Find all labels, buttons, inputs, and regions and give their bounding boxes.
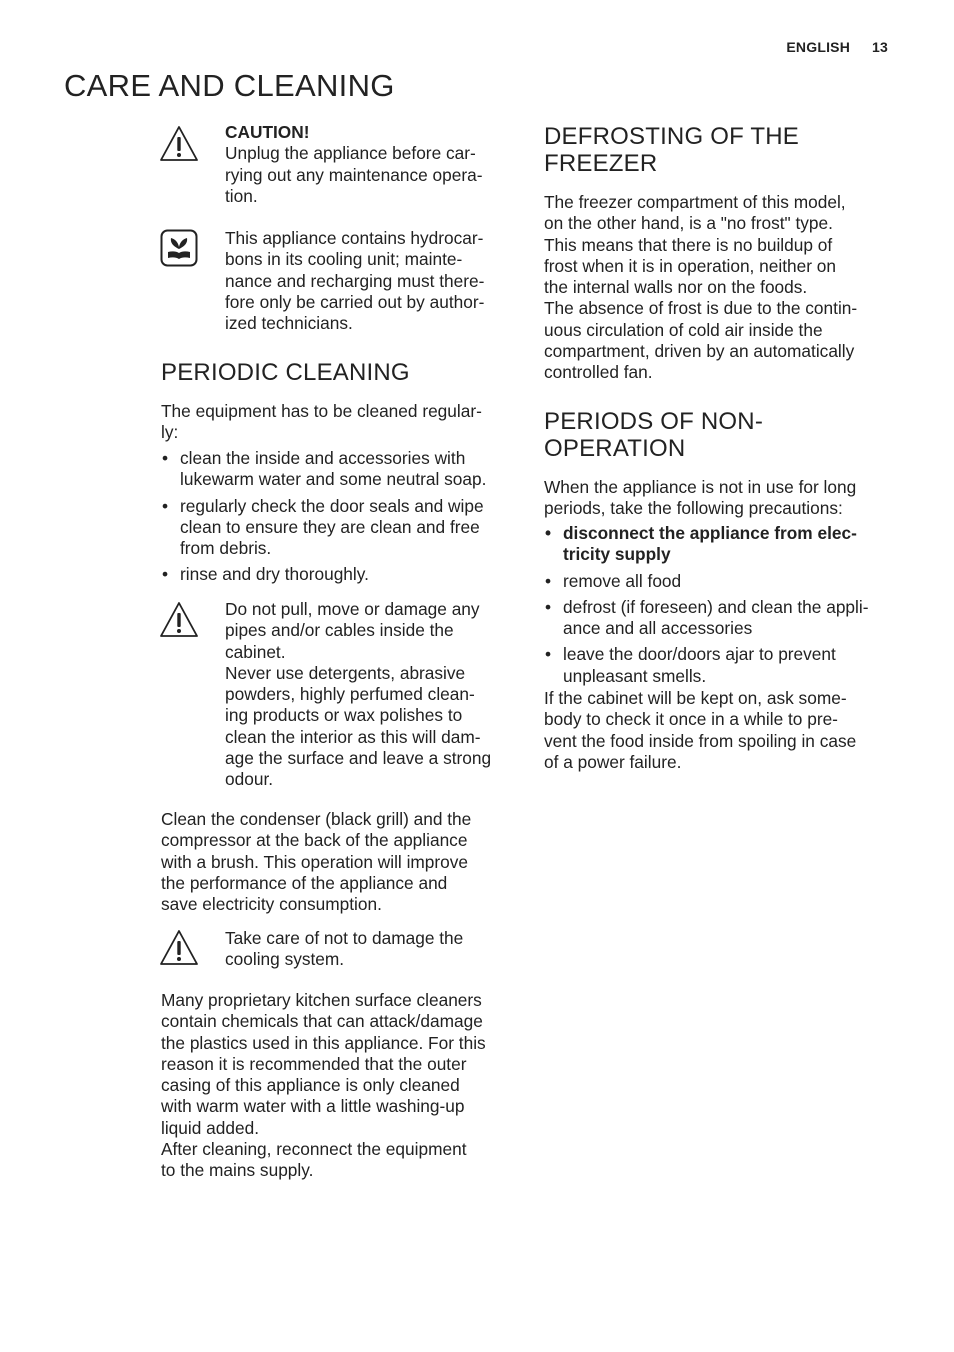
cleaners-text: Many proprietary kitchen surface cleaners contain chemicals that can attack/damage the plastics used in this appliance. For this reason it is recommended that the outer casing of this appliance is only cleaned with warm water with a little washing-up liquid added. After cleaning, reconnect the equipment to the mains supply. bbox=[161, 990, 486, 1181]
warning-triangle-icon bbox=[159, 600, 199, 640]
warning-triangle-icon bbox=[159, 928, 199, 968]
page-number: 13 bbox=[872, 39, 888, 55]
list-item: • regularly check the door seals and wipe clean to ensure they are clean and free from debris. bbox=[161, 496, 521, 560]
non-operation-intro: When the appliance is not in use for long periods, take the following precautions: bbox=[544, 477, 857, 519]
non-operation-list bbox=[544, 523, 904, 687]
caution-text: Unplug the appliance before car- rying out any maintenance opera- tion. bbox=[225, 143, 483, 206]
non-operation-outro: If the cabinet will be kept on, ask some- body to check it once in a while to pre- vent the food inside from spoiling in case of a power failure. bbox=[544, 688, 857, 772]
list-item: • leave the door/doors ajar to prevent unpleasant smells. bbox=[544, 644, 904, 687]
warning-pipes-text: Do not pull, move or damage any pipes and/or cables inside the cabinet. Never use detergents, abrasive powders, highly perfumed clean- ing products or wax polishes to clean the interior as this will dam- age the surface and leave a strong odour. bbox=[225, 599, 492, 790]
defrosting-heading: DEFROSTING OF THE FREEZER bbox=[544, 123, 799, 177]
caution-block bbox=[225, 122, 515, 207]
defrosting-text: The freezer compartment of this model, on the other hand, is a "no frost" type. This means that there is no buildup of frost when it is in operation, neither on the internal walls nor on the foods. The absence of frost is due to the contin- uous circulation of cold air inside the compartment, driven by an automatically controlled fan. bbox=[544, 192, 858, 383]
page-header bbox=[786, 39, 888, 55]
list-item: • remove all food bbox=[544, 571, 904, 592]
environment-icon bbox=[160, 229, 198, 267]
list-item: • disconnect the appliance from elec- tricity supply bbox=[544, 523, 904, 566]
hydrocarbon-text: This appliance contains hydrocar- bons in its cooling unit; mainte- nance and recharging must there- fore only be carried out by author- ized technicians. bbox=[225, 228, 485, 334]
periodic-intro: The equipment has to be cleaned regular- ly: bbox=[161, 401, 482, 443]
list-item: • defrost (if foreseen) and clean the appli- ance and all accessories bbox=[544, 597, 904, 640]
caution-title: CAUTION! bbox=[225, 122, 310, 142]
warning-triangle-icon bbox=[159, 124, 199, 164]
list-item: • clean the inside and accessories with lukewarm water and some neutral soap. bbox=[161, 448, 521, 491]
list-item: • rinse and dry thoroughly. bbox=[161, 564, 521, 585]
page-title: CARE AND CLEANING bbox=[64, 68, 395, 103]
non-operation-heading: PERIODS OF NON- OPERATION bbox=[544, 408, 764, 462]
header-language: ENGLISH bbox=[786, 39, 851, 55]
condenser-text: Clean the condenser (black grill) and the compressor at the back of the appliance with a brush. This operation will improve the performance of the appliance and save electricity consumption. bbox=[161, 809, 472, 915]
warning-cooling-text: Take care of not to damage the cooling system. bbox=[225, 928, 464, 970]
periodic-cleaning-heading: PERIODIC CLEANING bbox=[161, 359, 410, 386]
periodic-list bbox=[161, 448, 521, 586]
